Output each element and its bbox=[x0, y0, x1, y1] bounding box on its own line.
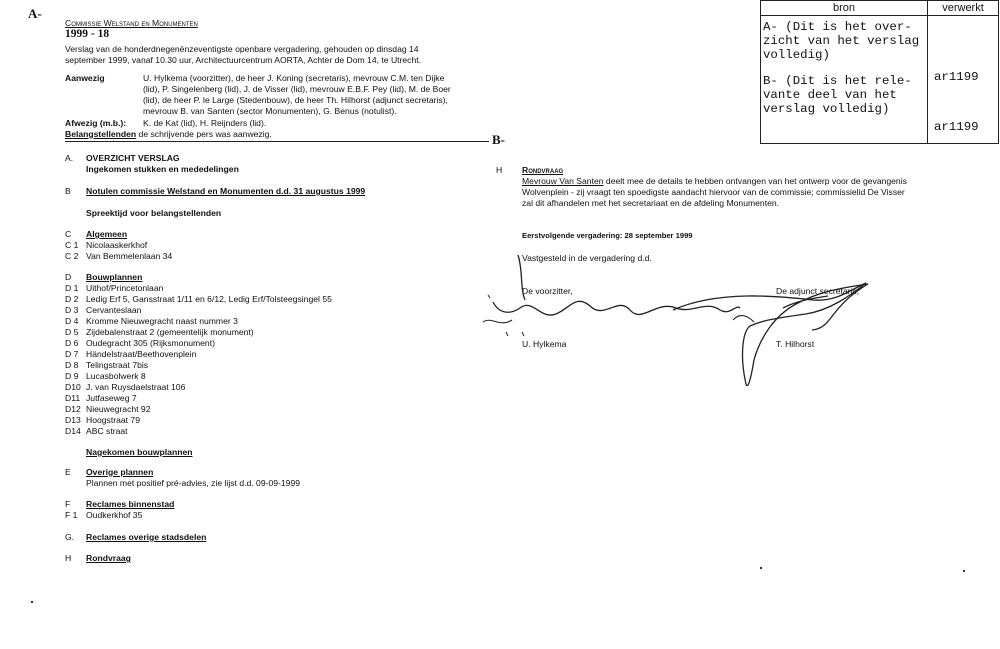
list-item: D13 Hoogstraat 79 bbox=[65, 415, 140, 425]
col-header-processed: verwerkt bbox=[928, 1, 999, 16]
list-item: D12 Nieuwegracht 92 bbox=[65, 404, 151, 414]
present-line: (lid), P. Singelenberg (lid), J. de Visser (lid), mevrouw E.B.F. Pey (lid), M. de Boer bbox=[143, 84, 451, 94]
list-item: D 1 Uithof/Princetonlaan bbox=[65, 283, 164, 293]
late-plans-title: Nagekomen bouwplannen bbox=[86, 447, 193, 457]
section-letter: G. bbox=[65, 532, 75, 542]
absent-row bbox=[65, 118, 266, 129]
section-h-title: Rondvraag bbox=[86, 553, 131, 563]
rondvraag-title: Rondvraag bbox=[522, 165, 564, 175]
rondvraag-letter: H bbox=[496, 165, 503, 175]
section-g-title: Reclames overige stadsdelen bbox=[86, 532, 207, 542]
rondvraag-line: Wolvenplein - zij vraagt ten spoedigste aandacht hiervoor van de commissie; commissielid De Visser bbox=[522, 187, 905, 197]
source-entry-a: A- (Dit is het over- zicht van het verslag volledig) bbox=[763, 20, 920, 62]
section-e-title: Overige plannen bbox=[86, 467, 154, 477]
list-item: C 2 Van Bemmelenlaan 34 bbox=[65, 251, 173, 261]
absent-text: K. de Kat (lid), H. Reijnders (lid). bbox=[143, 118, 267, 128]
list-item: D 5 Zijdebalenstraat 2 (gemeentelijk monument) bbox=[65, 327, 254, 337]
list-item: D 7 Händelstraat/Beethovenplein bbox=[65, 349, 197, 359]
section-letter: E bbox=[65, 467, 71, 477]
adopted-text: Vastgesteld in de vergadering d.d. bbox=[522, 253, 652, 263]
list-item: F 1 Oudkerkhof 35 bbox=[65, 510, 143, 520]
section-d-title: Bouwplannen bbox=[86, 272, 143, 282]
section-letter: F bbox=[65, 499, 71, 509]
secretary-signature bbox=[673, 283, 868, 386]
margin-mark-b: B- bbox=[492, 132, 505, 147]
section-f-title: Reclames binnenstad bbox=[86, 499, 175, 509]
intro-line-2: september 1999, vanaf 10.30 uur, Architectuurcentrum AORTA, Achter de Dom 14, te Utrecht. bbox=[65, 55, 422, 65]
source-entry-b: B- (Dit is het rele- vante deel van het verslag volledig) bbox=[763, 74, 912, 116]
list-item: C 1 Nicolaaskerkhof bbox=[65, 240, 148, 250]
section-letter: H bbox=[65, 553, 72, 563]
present-label: Aanwezig bbox=[65, 73, 105, 83]
list-item: D 2 Ledig Erf 5, Gansstraat 1/11 en 6/12, Ledig Erf/Tolsteegsingel 55 bbox=[65, 294, 332, 304]
section-letter: C bbox=[65, 229, 72, 239]
rondvraag-speaker: Mevrouw Van Santen bbox=[522, 176, 604, 186]
reference-table bbox=[760, 0, 999, 144]
section-letter: B bbox=[65, 186, 71, 196]
secretary-label: De adjunct secretaris, bbox=[776, 286, 860, 296]
section-a-sub: Ingekomen stukken en mededelingen bbox=[86, 164, 239, 174]
org-title: Commissie Welstand en Monumenten bbox=[65, 18, 198, 28]
list-item: D 9 Lucasbolwerk 8 bbox=[65, 371, 146, 381]
interested-row bbox=[65, 129, 272, 140]
present-line: U. Hylkema (voorzitter), de heer J. Koning (secretaris), mevrouw C.M. ten Dijke bbox=[143, 73, 445, 83]
section-e-text: Plannen met positief pré-advies, zie lijst d.d. 09-09-1999 bbox=[86, 478, 301, 488]
chair-signature bbox=[493, 255, 740, 315]
section-b-title: Notulen commissie Welstand en Monumenten d.d. 31 augustus 1999 bbox=[86, 186, 366, 196]
processed-code: ar1199 bbox=[934, 70, 979, 84]
secretary-name: T. Hilhorst bbox=[776, 339, 815, 349]
scan-speck bbox=[31, 601, 33, 603]
scan-speck bbox=[760, 567, 762, 569]
absent-label: Afwezig (m.b.): bbox=[65, 118, 127, 128]
rondvraag-body bbox=[522, 176, 907, 209]
next-meeting: Eerstvolgende vergadering: 28 september 1999 bbox=[522, 231, 693, 240]
section-letter: A. bbox=[65, 153, 74, 163]
source-cell bbox=[761, 16, 928, 144]
margin-mark-a: A- bbox=[28, 6, 42, 21]
interested-text: de schrijvende pers was aanwezig. bbox=[138, 129, 272, 139]
list-item: D 4 Kromme Nieuwegracht naast nummer 3 bbox=[65, 316, 238, 326]
processed-cell bbox=[928, 16, 999, 144]
list-item: D10 J. van Ruysdaelstraat 106 bbox=[65, 382, 186, 392]
section-a-title: OVERZICHT VERSLAG bbox=[86, 153, 180, 163]
processed-code: ar1199 bbox=[934, 120, 979, 134]
col-header-source: bron bbox=[761, 1, 928, 16]
signatures bbox=[478, 250, 928, 395]
list-item: D 6 Oudegracht 305 (Rijksmonument) bbox=[65, 338, 215, 348]
section-b-sub: Spreektijd voor belangstellenden bbox=[86, 208, 222, 218]
list-item: D14 ABC straat bbox=[65, 426, 128, 436]
interested-label: Belangstellenden bbox=[65, 129, 137, 139]
present-line: mevrouw B. van Santen (sector Monumenten), G. Benus (notulist). bbox=[143, 106, 397, 116]
chair-label: De voorzitter, bbox=[522, 286, 573, 296]
rondvraag-line: zal dit afhandelen met het secretariaat en de afdeling Monumenten. bbox=[522, 198, 780, 208]
chair-name: U. Hylkema bbox=[522, 339, 567, 349]
present-line: (lid), de heer P. le Large (Stedenbouw), de heer Th. Hilhorst (adjunct secretaris), bbox=[143, 95, 448, 105]
header-divider bbox=[65, 141, 489, 142]
intro-line-1: Verslag van de honderdnegenënzeventigste openbare vergadering, gehouden op dinsdag 14 bbox=[65, 44, 419, 54]
present-list bbox=[143, 73, 451, 117]
list-item: D11 Jutfaseweg 7 bbox=[65, 393, 137, 403]
rondvraag-line-rest: deelt mee de details te hebben ontvangen van het ontwerp voor de gevangenis bbox=[603, 176, 907, 186]
list-item: D 8 Telingstraat 7bis bbox=[65, 360, 149, 370]
section-c-title: Algemeen bbox=[86, 229, 128, 239]
scan-speck bbox=[963, 570, 965, 572]
section-letter: D bbox=[65, 272, 72, 282]
list-item: D 3 Cervanteslaan bbox=[65, 305, 142, 315]
document-number: 1999 - 18 bbox=[65, 28, 110, 40]
rondvraag-line bbox=[522, 176, 907, 187]
